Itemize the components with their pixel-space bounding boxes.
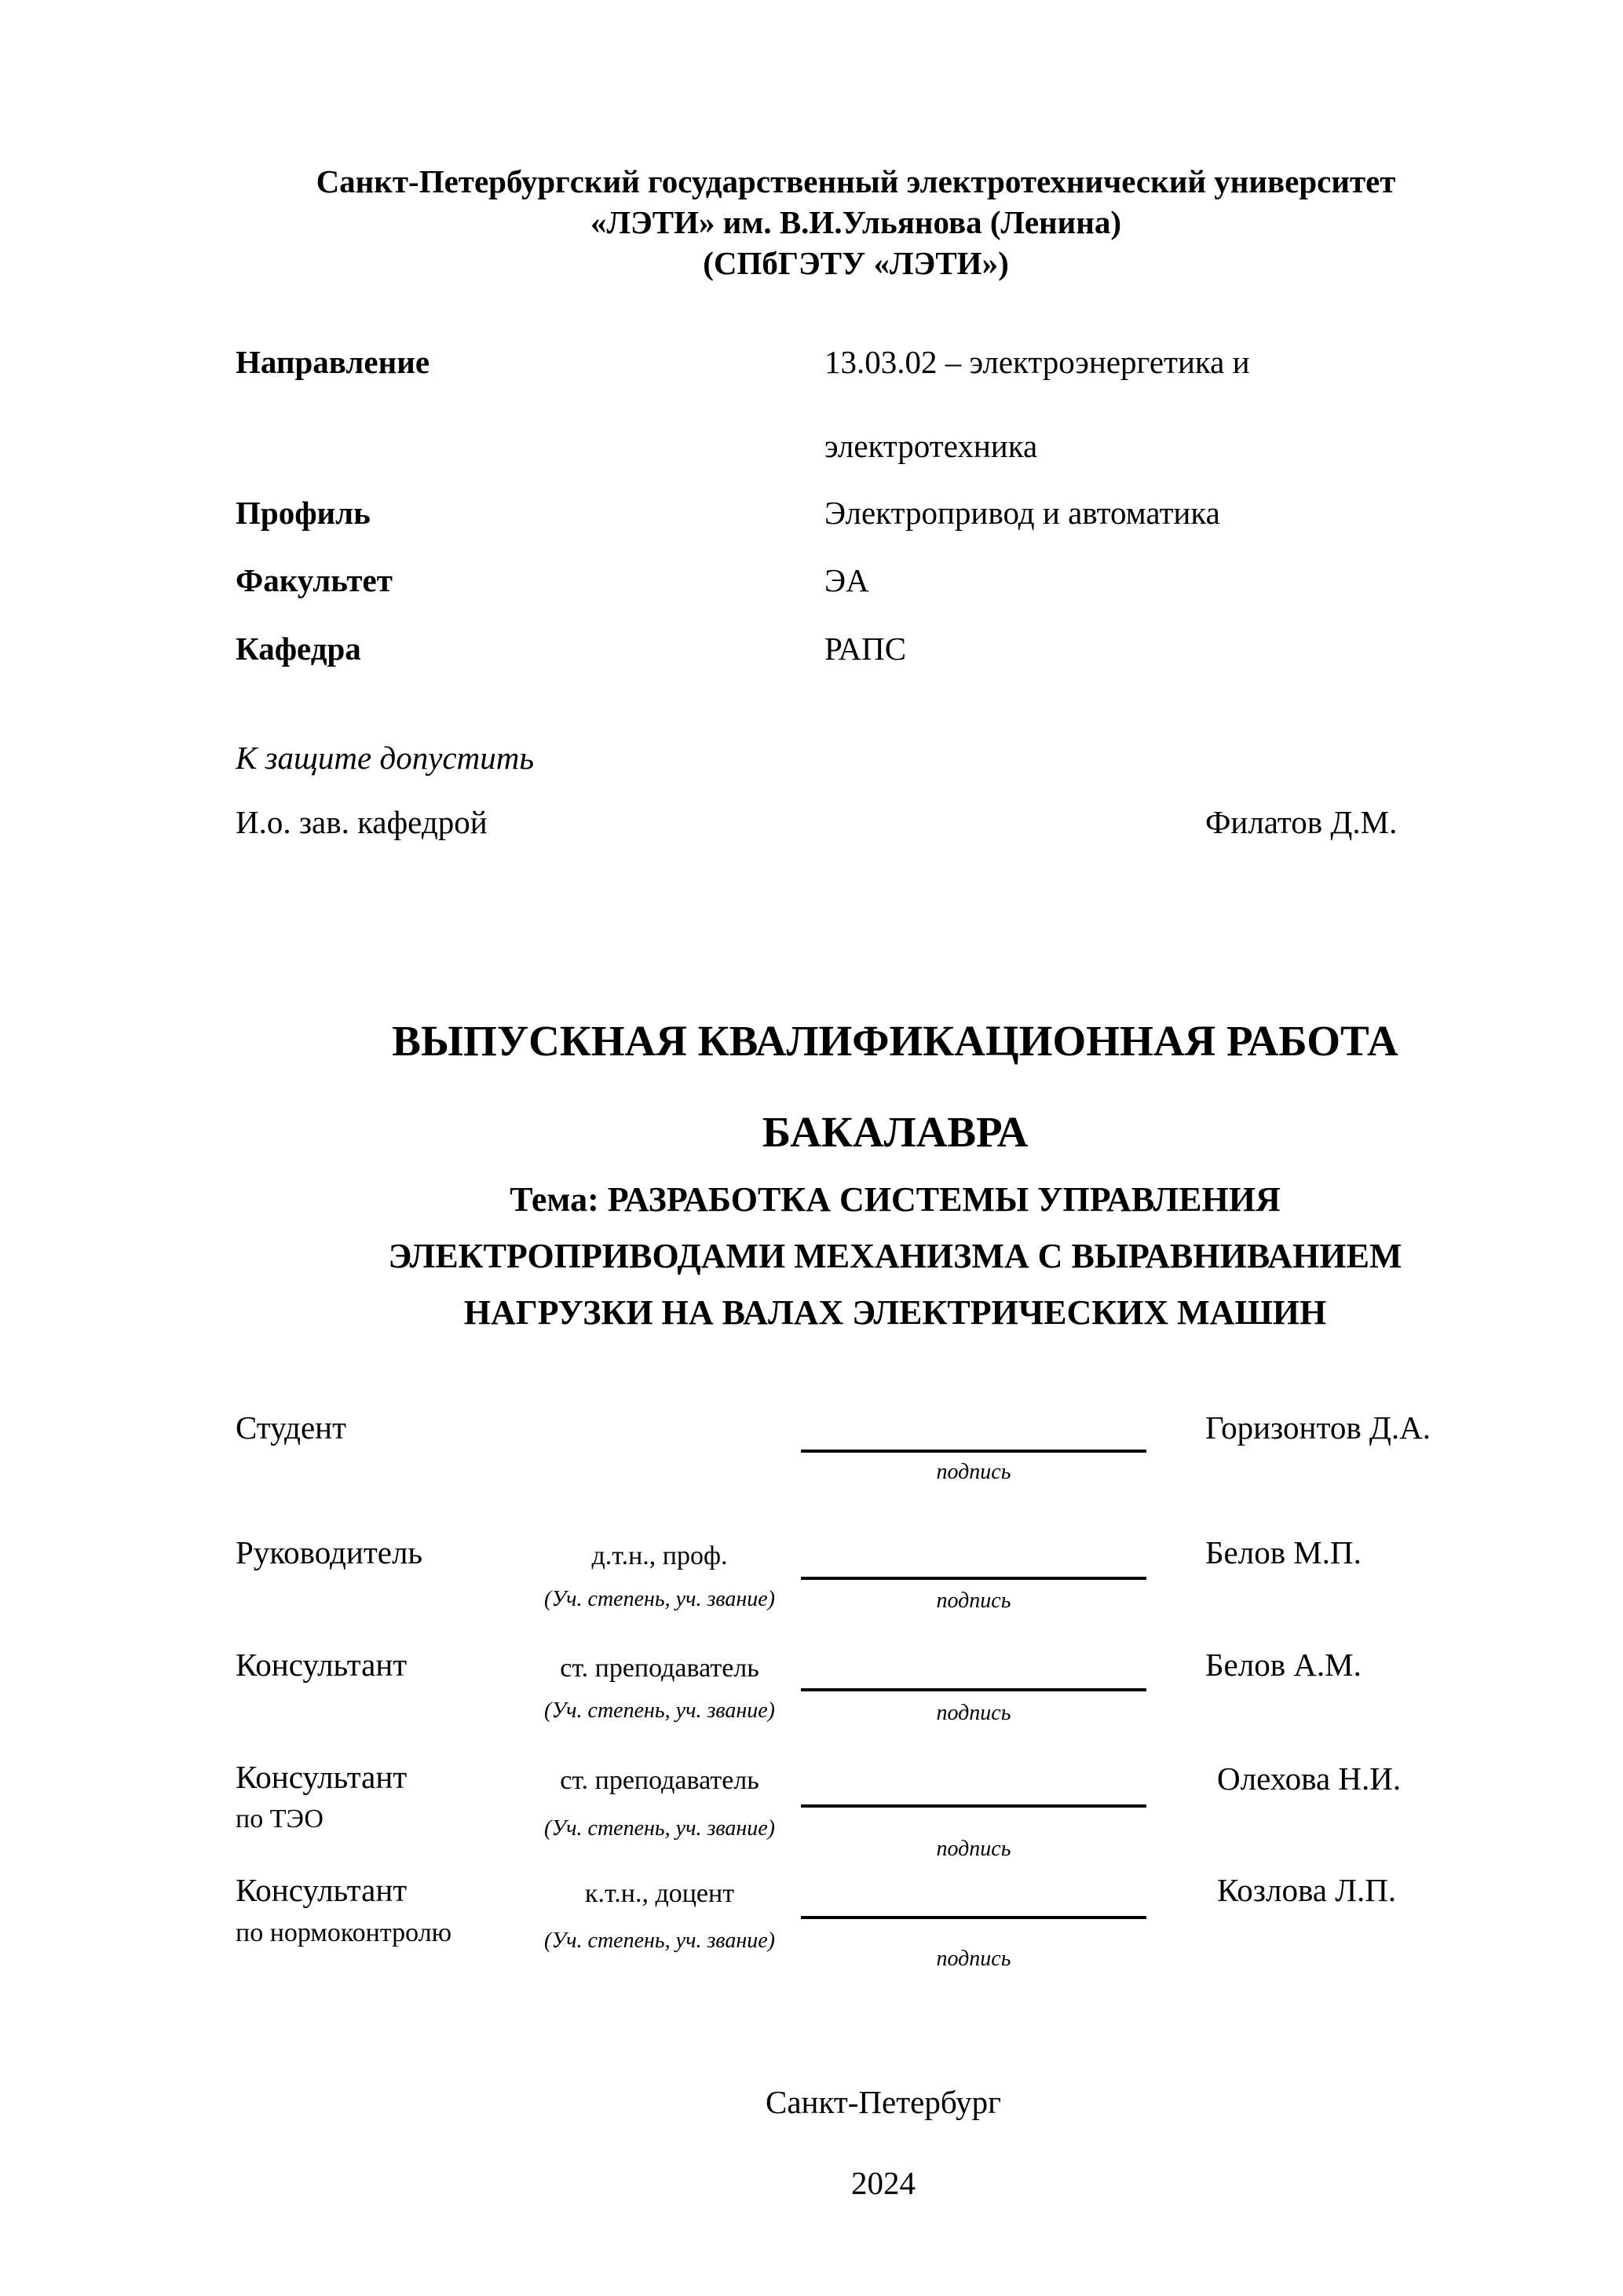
field-label-faculty: Факультет: [236, 562, 393, 598]
signature-role-consultant-2: Консультант: [236, 1759, 408, 1795]
signature-name-consultant-3: Козлова Л.П.: [1217, 1872, 1397, 1908]
signature-line-consultant-1: [801, 1688, 1146, 1691]
signature-role-sub-consultant-3: по нормоконтролю: [236, 1918, 452, 1947]
signature-role-student: Студент: [236, 1409, 347, 1446]
signature-caption-supervisor: подпись: [936, 1589, 1011, 1613]
signature-role-sub-consultant-2: по ТЭО: [236, 1804, 324, 1834]
footer-year: 2024: [851, 2165, 916, 2201]
signature-name-student: Горизонтов Д.А.: [1205, 1409, 1431, 1446]
acting-head-name: Филатов Д.М.: [1205, 804, 1398, 840]
university-abbreviation: (СПбГЭТУ «ЛЭТИ»): [703, 245, 1009, 281]
main-title-line2: БАКАЛАВРА: [762, 1108, 1029, 1156]
signature-role-consultant-1: Консультант: [236, 1647, 408, 1683]
thesis-theme: [314, 1172, 1476, 1341]
university-name-line1: Санкт-Петербургский государственный электротехнический университет: [316, 163, 1396, 199]
signature-role-consultant-3: Консультант: [236, 1872, 408, 1908]
field-value-direction-line2: электротехника: [824, 428, 1038, 464]
signature-line-consultant-3: [801, 1916, 1146, 1919]
degree-caption-consultant-3: (Уч. степень, уч. звание): [544, 1929, 775, 1953]
signature-name-consultant-2: Олехова Н.И.: [1217, 1760, 1402, 1797]
signature-caption-consultant-2: подпись: [936, 1837, 1011, 1861]
signature-name-supervisor: Белов М.П.: [1205, 1534, 1362, 1570]
signature-degree-consultant-2: ст. преподаватель: [560, 1766, 759, 1795]
admission-statement: К защите допустить: [236, 740, 534, 776]
main-title-line1: ВЫПУСКНАЯ КВАЛИФИКАЦИОННАЯ РАБОТА: [392, 1017, 1398, 1065]
field-value-department: РАПС: [824, 631, 907, 667]
degree-caption-supervisor: (Уч. степень, уч. звание): [544, 1587, 775, 1611]
signature-degree-consultant-1: ст. преподаватель: [560, 1654, 759, 1683]
field-value-direction-line1: 13.03.02 – электроэнергетика и: [824, 344, 1250, 380]
signature-line-student: [801, 1450, 1146, 1453]
theme-line1: Тема: РАЗРАБОТКА СИСТЕМЫ УПРАВЛЕНИЯ: [510, 1180, 1281, 1219]
footer-city: Санкт-Петербург: [766, 2084, 1001, 2120]
field-label-profile: Профиль: [236, 495, 371, 531]
theme-line2: ЭЛЕКТРОПРИВОДАМИ МЕХАНИЗМА С ВЫРАВНИВАНИЕМ: [388, 1237, 1402, 1275]
theme-line3: НАГРУЗКИ НА ВАЛАХ ЭЛЕКТРИЧЕСКИХ МАШИН: [463, 1293, 1327, 1332]
degree-caption-consultant-2: (Уч. степень, уч. звание): [544, 1816, 775, 1841]
signature-caption-consultant-3: подпись: [936, 1947, 1011, 1971]
degree-caption-consultant-1: (Уч. степень, уч. звание): [544, 1698, 775, 1723]
signature-caption-consultant-1: подпись: [936, 1701, 1011, 1725]
signature-degree-consultant-3: к.т.н., доцент: [584, 1879, 735, 1908]
signature-line-consultant-2: [801, 1804, 1146, 1808]
main-title: [314, 996, 1476, 1178]
acting-head-label: И.о. зав. кафедрой: [236, 804, 488, 840]
university-name-line2: «ЛЭТИ» им. В.И.Ульянова (Ленина): [590, 204, 1122, 240]
signature-name-consultant-1: Белов А.М.: [1205, 1647, 1362, 1683]
signature-degree-supervisor: д.т.н., проф.: [591, 1541, 728, 1570]
signature-line-supervisor: [801, 1577, 1146, 1580]
signature-caption-student: подпись: [936, 1460, 1011, 1484]
signature-role-supervisor: Руководитель: [236, 1534, 423, 1570]
university-header: [236, 161, 1476, 283]
field-label-direction: Направление: [236, 344, 430, 380]
field-value-faculty: ЭА: [824, 562, 869, 598]
field-value-profile: Электропривод и автоматика: [824, 495, 1220, 531]
field-label-department: Кафедра: [236, 631, 361, 667]
